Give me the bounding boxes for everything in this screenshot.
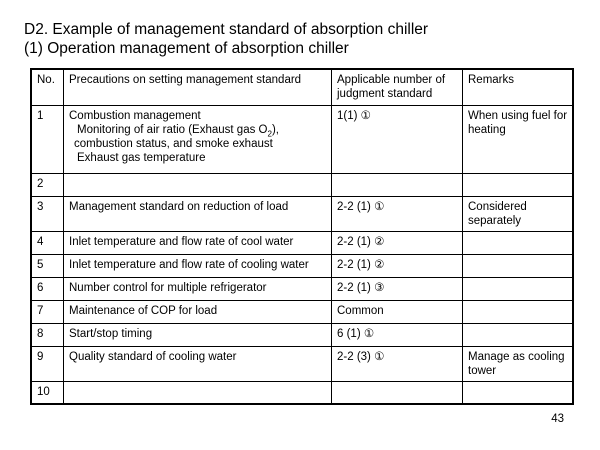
row-precautions — [64, 381, 332, 404]
row-remarks — [463, 277, 574, 300]
row-remarks — [463, 173, 574, 196]
row-applicable — [332, 173, 463, 196]
row-precautions: Inlet temperature and flow rate of cool water — [64, 231, 332, 254]
row-applicable: 2-2 (1) ② — [332, 231, 463, 254]
row-precautions: Management standard on reduction of load — [64, 196, 332, 231]
row-remarks — [463, 231, 574, 254]
row-no: 6 — [31, 277, 64, 300]
row-no: 10 — [31, 381, 64, 404]
row-no: 1 — [31, 105, 64, 173]
row-remarks: When using fuel for heating — [463, 105, 574, 173]
row-precautions: Inlet temperature and flow rate of cooling water — [64, 254, 332, 277]
row-applicable: 2-2 (1) ② — [332, 254, 463, 277]
row-precautions: Start/stop timing — [64, 323, 332, 346]
row-remarks: Considered separately — [463, 196, 574, 231]
table-row — [31, 105, 573, 173]
row-no: 8 — [31, 323, 64, 346]
table-row — [31, 231, 573, 254]
row-remarks — [463, 381, 574, 404]
row-applicable: 1(1) ① — [332, 105, 463, 173]
table-row — [31, 196, 573, 231]
row-applicable: 2-2 (3) ① — [332, 346, 463, 381]
row-applicable: Common — [332, 300, 463, 323]
row-no: 7 — [31, 300, 64, 323]
row-precautions: Maintenance of COP for load — [64, 300, 332, 323]
row-precautions: Number control for multiple refrigerator — [64, 277, 332, 300]
row-applicable: 2-2 (1) ① — [332, 196, 463, 231]
row-remarks — [463, 323, 574, 346]
row-applicable: 6 (1) ① — [332, 323, 463, 346]
table-header-row — [31, 69, 573, 105]
precaution-line: Monitoring of air ratio (Exhaust gas $O_2$), — [77, 123, 279, 138]
slide-title — [24, 20, 428, 58]
row-no: 2 — [31, 173, 64, 196]
table-row — [31, 277, 573, 300]
row-remarks: Manage as cooling tower — [463, 346, 574, 381]
row-precautions: Quality standard of cooling water — [64, 346, 332, 381]
row-no: 4 — [31, 231, 64, 254]
row-no: 9 — [31, 346, 64, 381]
row-no: 5 — [31, 254, 64, 277]
title-line-1: D2. Example of management standard of absorption chiller — [24, 21, 429, 38]
precaution-line: Combustion management — [69, 109, 201, 122]
page-number: 43 — [551, 413, 564, 425]
row-precautions — [64, 173, 332, 196]
header-applicable: Applicable number of judgment standard — [332, 69, 463, 105]
precaution-line: Exhaust gas temperature — [77, 151, 206, 164]
row-no: 3 — [31, 196, 64, 231]
table-row — [31, 173, 573, 196]
table-row — [31, 323, 573, 346]
row-precautions — [64, 105, 332, 173]
table-row — [31, 254, 573, 277]
row-applicable: 2-2 (1) ③ — [332, 277, 463, 300]
row-applicable — [332, 381, 463, 404]
header-remarks: Remarks — [463, 69, 574, 105]
row-remarks — [463, 254, 574, 277]
table-row — [31, 300, 573, 323]
table-row — [31, 346, 573, 381]
header-precautions: Precautions on setting management standard — [64, 69, 332, 105]
header-no: No. — [31, 69, 64, 105]
management-standard-table — [30, 68, 574, 405]
table-row — [31, 381, 573, 404]
precaution-line: combustion status, and smoke exhaust — [74, 137, 273, 150]
row-remarks — [463, 300, 574, 323]
title-line-2: (1) Operation management of absorption chiller — [24, 40, 349, 57]
